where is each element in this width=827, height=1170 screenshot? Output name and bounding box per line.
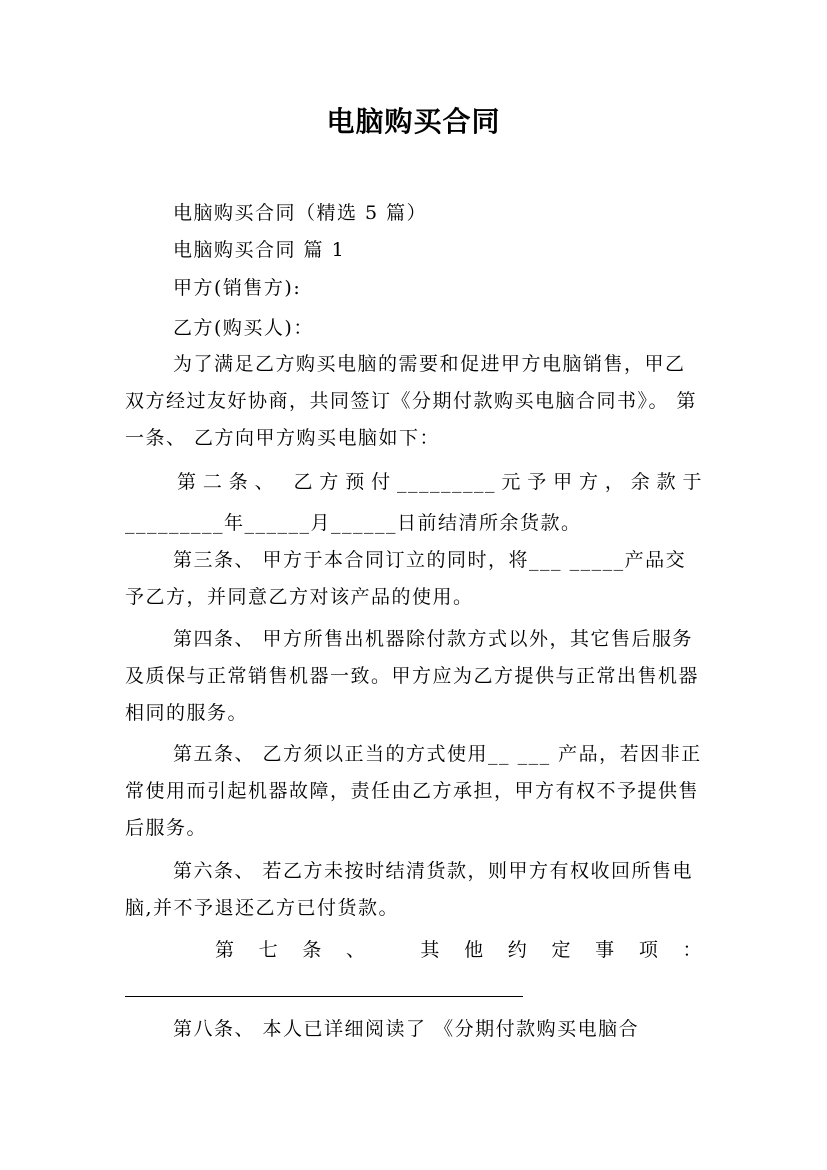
article-3: 第三条、 甲方于本合同订立的同时，将___ _____产品交予乙方，并同意乙方对该产品的使用。 <box>125 549 687 608</box>
document-title: 电脑购买合同 <box>326 105 501 138</box>
blank-line <box>125 996 523 997</box>
party-a-line: 甲方(销售方): <box>173 277 302 299</box>
intro-paragraph: 为了满足乙方购买电脑的需要和促进甲方电脑销售，甲乙双方经过友好协商，共同签订《分期付款购买电脑合同书》。 第一条、 乙方向甲方购买电脑如下： <box>125 353 698 449</box>
article-8: 第八条、 本人已详细阅读了 《分期付款购买电脑合 <box>173 1018 640 1040</box>
section-heading: 电脑购买合同 篇 1 <box>173 239 346 261</box>
article-2-line-1: 第二条、 乙方预付_________元予甲方，余款于 <box>177 471 703 493</box>
article-2-line-2: _________年______月______日前结清所余货款。 <box>125 512 582 534</box>
document-subtitle: 电脑购买合同（精选 5 篇） <box>173 202 428 224</box>
article-4: 第四条、 甲方所售出机器除付款方式以外，其它售后服务及质保与正常销售机器一致。甲方应为乙方提供与正常出售机器相同的服务。 <box>125 628 700 724</box>
article-6: 第六条、 若乙方未按时结清货款，则甲方有权收回所售电脑,并不予退还乙方已付货款。 <box>125 860 694 919</box>
article-7: 第七条、 其他约定事项： <box>215 939 703 961</box>
party-b-line: 乙方(购买人)： <box>173 317 314 339</box>
article-5: 第五条、 乙方须以正当的方式使用__ ___ 产品，若因非正常使用而引起机器故障，责任由乙方承担，甲方有权不予提供售后服务。 <box>125 743 702 839</box>
